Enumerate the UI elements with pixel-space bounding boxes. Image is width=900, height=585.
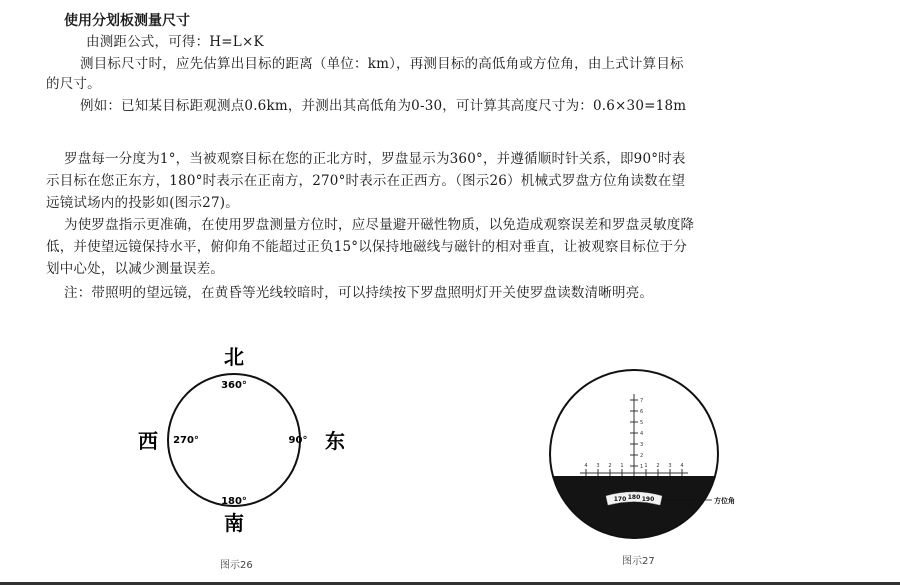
figure-26-caption: 图示26 [220, 560, 253, 571]
compass-scale-170: 170 [613, 496, 627, 503]
reticle-number: 3 [640, 442, 644, 448]
reticle-number: 1 [640, 464, 644, 470]
reticle-number: 7 [640, 398, 644, 404]
east-degree: 90° [288, 435, 308, 446]
east-label: 东 [325, 429, 345, 453]
reticle-number: 2 [608, 463, 612, 469]
paragraph-accuracy-line2: 低，并使望远镜保持水平，俯仰角不能超过正负15°以保持地磁线与磁针的相对垂直，让被观察目标位于分 [46, 239, 688, 255]
note-line: 注：带照明的望远镜，在黄昏等光线较暗时，可以持续按下罗盘照明灯开关使罗盘读数清晰明亮。 [64, 285, 654, 301]
paragraph-compass-line1: 罗盘每一分度为1°，当被观察目标在您的正北方时，罗盘显示为360°，并遵循顺时针关系，即90°时表 [64, 151, 686, 167]
reticle-number: 6 [640, 409, 644, 415]
azimuth-pointer-label: 方位角 [714, 497, 735, 505]
reticle-number: 4 [584, 463, 588, 469]
reticle-number: 4 [640, 431, 644, 437]
north-label: 北 [224, 345, 244, 369]
figure-27-field-view [540, 360, 770, 560]
section-title: 使用分划板测量尺寸 [64, 13, 190, 29]
west-degree: 270° [173, 435, 199, 446]
paragraph-compass-line3: 远镜试场内的投影如(图示27)。 [46, 195, 239, 211]
south-degree: 180° [221, 496, 247, 507]
figure-27-caption: 图示27 [622, 556, 655, 567]
vertical-reticle-numbers [640, 398, 643, 470]
compass-scale-190: 190 [641, 496, 655, 503]
compass-scale-180: 180 [627, 494, 641, 501]
figure-26-compass [130, 340, 360, 550]
reticle-number: 4 [680, 463, 684, 469]
reticle-number: 1 [644, 463, 648, 469]
paragraph-compass-line2: 示目标在您正东方，180°时表示在正南方，270°时表示在正西方。（图示26）机械式罗盘方位角读数在望 [46, 173, 686, 189]
west-label: 西 [138, 429, 158, 453]
paragraph-accuracy-line1: 为使罗盘指示更准确，在使用罗盘测量方位时，应尽量避开磁性物质，以免造成观察误差和罗盘灵敏度降 [64, 217, 695, 233]
north-degree: 360° [221, 380, 247, 391]
example-line: 例如：已知某目标距观测点0.6km，并测出其高低角为0-30，可计算其高度尺寸为：0.6×30=18m [80, 98, 687, 114]
paragraph-accuracy-line3: 划中心处，以减少测量误差。 [46, 261, 225, 277]
south-label: 南 [224, 511, 244, 535]
formula-line: 由测距公式，可得：H=L×K [86, 34, 264, 50]
reticle-number: 2 [656, 463, 660, 469]
reticle-number: 2 [640, 453, 644, 459]
reticle-number: 1 [620, 463, 624, 469]
reticle-number: 3 [596, 463, 600, 469]
reticle-number: 5 [640, 420, 644, 426]
paragraph-size-line2: 的尺寸。 [46, 76, 101, 92]
reticle-number: 3 [668, 463, 672, 469]
paragraph-size-line1: 测目标尺寸时，应先估算出目标的距离（单位：km），再测目标的高低角或方位角，由上式计算目标 [80, 56, 684, 72]
